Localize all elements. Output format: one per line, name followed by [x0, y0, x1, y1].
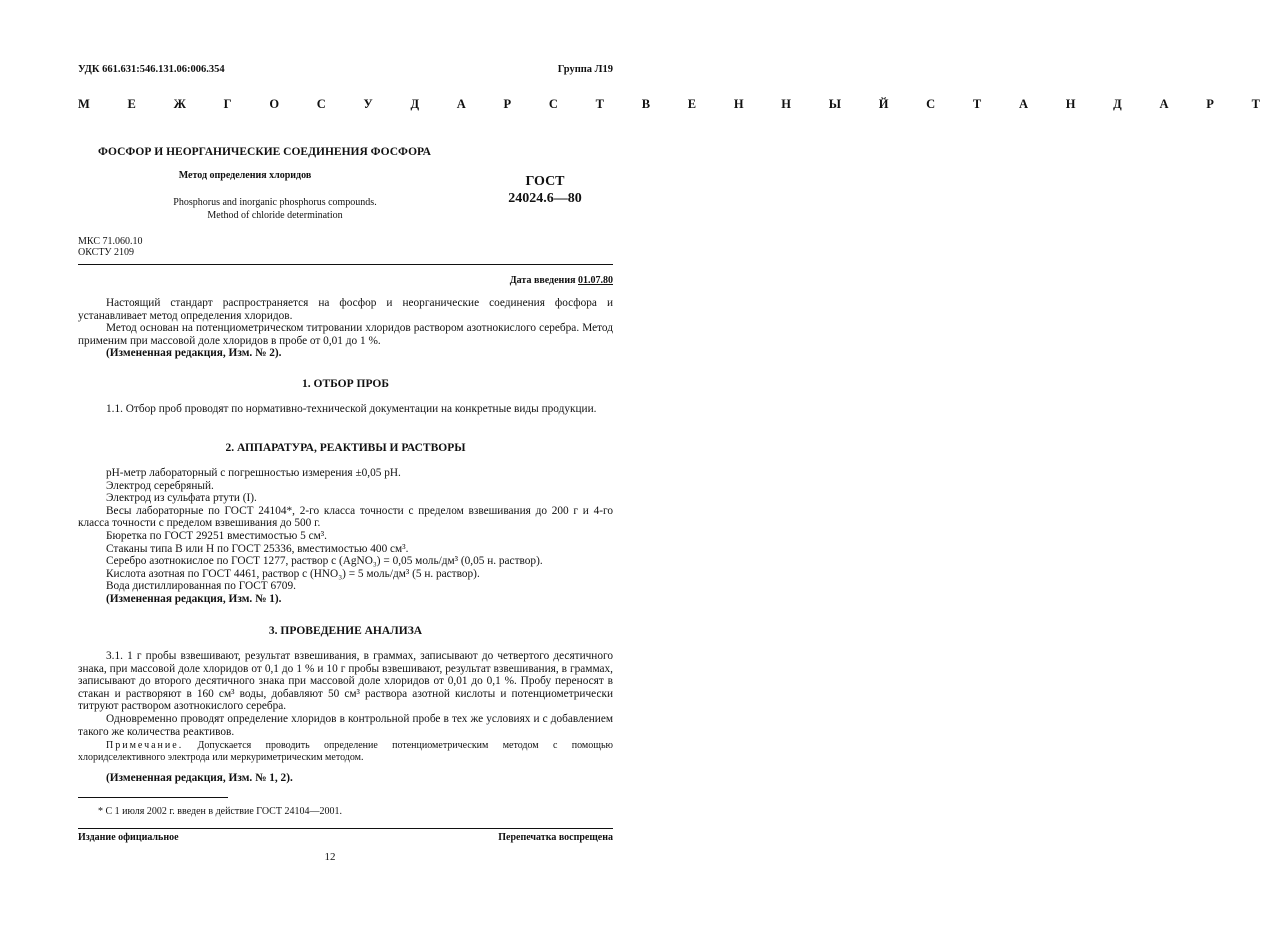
okstu-code: ОКСТУ 2109 — [78, 247, 135, 258]
equipment-item: Электрод серебряный. — [106, 479, 214, 492]
footer-reprint-prohibited: Перепечатка воспрещена — [498, 832, 613, 843]
english-title-line2: Method of chloride determination — [207, 210, 343, 221]
gost-number: 24024.6—80 — [508, 191, 582, 206]
section-3-body — [78, 650, 613, 785]
section-1-body — [78, 403, 613, 416]
section-3-paragraph-1: 3.1. 1 г пробы взвешивают, результат взвешивания, в граммах, записывают до четвертого десятичного знака, при массовой доле хлоридов от 0,1 до 1 % и 10 г пробы взвешивают, результат взвешивания, в граммах, записывают до второго десятичного знака при массовой доле хлоридов от 0,01 до 0,1 %. Пробу переносят в стакан и растворяют в 160 см³ воды, добавляют 50 см³ раствора азотной кислоты и потенциометрически титруют раствором азотнокислого серебра. — [78, 650, 613, 713]
intro-revision-note: (Измененная редакция, Изм. № 2). — [106, 347, 282, 360]
intro-paragraph-2: Метод основан на потенциометрическом титровании хлоридов раствором азотнокислого серебра. Метод применим при массовой доле хлоридов в пробе от 0,01 до 1 %. — [78, 322, 613, 347]
equipment-item: Стаканы типа В или Н по ГОСТ 25336, вместимостью 400 см³. — [106, 542, 409, 555]
equipment-item: Электрод из сульфата ртути (I). — [106, 492, 257, 505]
method-subtitle: Метод определения хлоридов — [178, 170, 312, 181]
document-title: ФОСФОР И НЕОРГАНИЧЕСКИЕ СОЕДИНЕНИЯ ФОСФОРА — [98, 146, 431, 158]
effective-date-label: Дата введения — [509, 275, 576, 286]
group-code: Группа Л19 — [557, 64, 613, 75]
note-text: Допускается проводить определение потенциометрическим методом с помощью хлоридселективного электрода или меркуриметрическим методом. — [78, 740, 613, 764]
equipment-item: рН-метр лабораторный с погрешностью измерения ±0,05 рН. — [106, 467, 401, 479]
section-3-note — [78, 740, 613, 764]
section-3-paragraph-2: Одновременно проводят определение хлоридов в контрольной пробе в тех же условиях и с добавлением такого же количества реактивов. — [78, 712, 613, 738]
equipment-item: Весы лабораторные по ГОСТ 24104*, 2-го класса точности с пределом взвешивания до 200 г и 4-го класса точности с пределом взвешивания до 500 г. — [78, 504, 613, 530]
section-2-revision-note: (Измененная редакция, Изм. № 1). — [106, 592, 282, 605]
footer-official-edition: Издание официальное — [78, 832, 179, 843]
mks-code: МКС 71.060.10 — [78, 236, 143, 247]
section-1-heading: 1. ОТБОР ПРОБ — [302, 378, 389, 390]
footnote-divider — [78, 797, 228, 798]
header-divider — [78, 264, 613, 265]
section-1-paragraph: 1.1. Отбор проб проводят по нормативно-технической документации на конкретные виды продукции. — [106, 403, 597, 415]
section-2-heading: 2. АППАРАТУРА, РЕАКТИВЫ И РАСТВОРЫ — [225, 442, 466, 454]
gost-designation — [495, 173, 595, 207]
equipment-item: Вода дистиллированная по ГОСТ 6709. — [106, 580, 296, 593]
udk-code: УДК 661.631:546.131.06:006.354 — [78, 64, 225, 75]
equipment-item: Серебро азотнокислое по ГОСТ 1277, раствор c (AgNO₃) = 0,05 моль/дм³ (0,05 н. раствор). — [106, 555, 543, 568]
page-number: 12 — [324, 851, 336, 863]
footnote: * С 1 июля 2002 г. введен в действие ГОСТ 24104—2001. — [98, 806, 342, 817]
equipment-item: Кислота азотная по ГОСТ 4461, раствор c (HNO₃) = 5 моль/дм³ (5 н. раствор). — [106, 567, 480, 580]
intro-paragraph-1: Настоящий стандарт распространяется на фосфор и неорганические соединения фосфора и устанавливает метод определения хлоридов. — [78, 297, 613, 322]
english-title-line1: Phosphorus and inorganic phosphorus compounds. — [173, 197, 377, 208]
section-3-revision-note: (Измененная редакция, Изм. № 1, 2). — [106, 772, 293, 785]
english-title — [150, 196, 400, 222]
interstate-standard-banner: М Е Ж Г О С У Д А Р С Т В Е Н Н Ы Й С Т А Н Д А Р Т — [78, 97, 1270, 111]
section-3-heading: 3. ПРОВЕДЕНИЕ АНАЛИЗА — [268, 625, 423, 637]
footer-divider — [78, 828, 613, 829]
intro-section — [78, 297, 613, 360]
section-2-body — [78, 467, 613, 606]
effective-date — [510, 275, 613, 286]
classification-codes — [78, 236, 142, 258]
effective-date-value: 01.07.80 — [578, 275, 613, 286]
gost-label: ГОСТ — [525, 174, 565, 189]
note-label: Примечание. — [106, 740, 184, 752]
equipment-item: Бюретка по ГОСТ 29251 вместимостью 5 см³. — [106, 529, 327, 542]
